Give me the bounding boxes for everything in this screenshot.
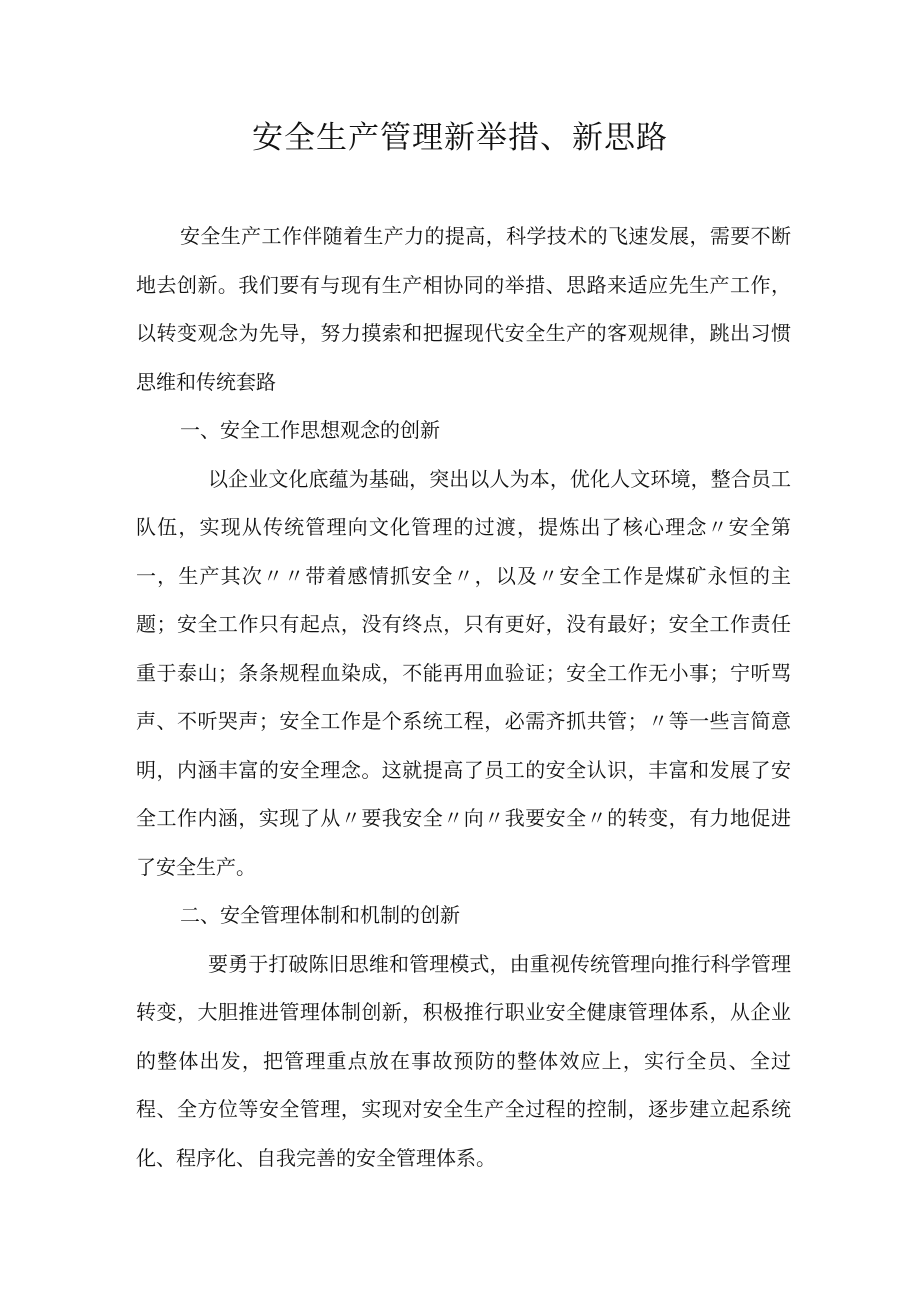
intro-paragraph: 安全生产工作伴随着生产力的提高，科学技术的飞速发展，需要不断地去创新。我们要有与现有生产相协同的举措、思路来适应先生产工作，以转变观念为先导，努力摸索和把握现代安全生产的客观规律，跳出习惯思维和传统套路 xyxy=(136,224,791,394)
document-body xyxy=(136,212,791,1182)
document-title: 安全生产管理新举措、新思路 xyxy=(252,120,668,156)
section-1-paragraph: 以企业文化底蕴为基础，突出以人为本，优化人文环境，整合员工队伍，实现从传统管理向文化管理的过渡，提炼出了核心理念〃安全第一，生产其次〃〃带着感情抓安全〃，以及〃安全工作是煤矿永恒的主题；安全工作只有起点，没有终点，只有更好，没有最好；安全工作责任重于泰山；条条规程血染成，不能再用血验证；安全工作无小事；宁听骂声、不听哭声；安全工作是个系统工程，必需齐抓共管；〃等一些言简意明，内涵丰富的安全理念。这就提高了员工的安全认识，丰富和发展了安全工作内涵，实现了从〃要我安全〃向〃我要安全〃的转变，有力地促进了安全生产。 xyxy=(136,466,791,879)
section-heading-1: 一、安全工作思想观念的创新 xyxy=(180,418,440,442)
section-heading-2: 二、安全管理体制和机制的创新 xyxy=(180,903,460,927)
section-2-paragraph: 要勇于打破陈旧思维和管理模式，由重视传统管理向推行科学管理转变，大胆推进管理体制创新，积极推行职业安全健康管理体系，从企业的整体出发，把管理重点放在事故预防的整体效应上，实行全员、全过程、全方位等安全管理，实现对安全生产全过程的控制，逐步建立起系统化、程序化、自我完善的安全管理体系。 xyxy=(136,951,791,1170)
